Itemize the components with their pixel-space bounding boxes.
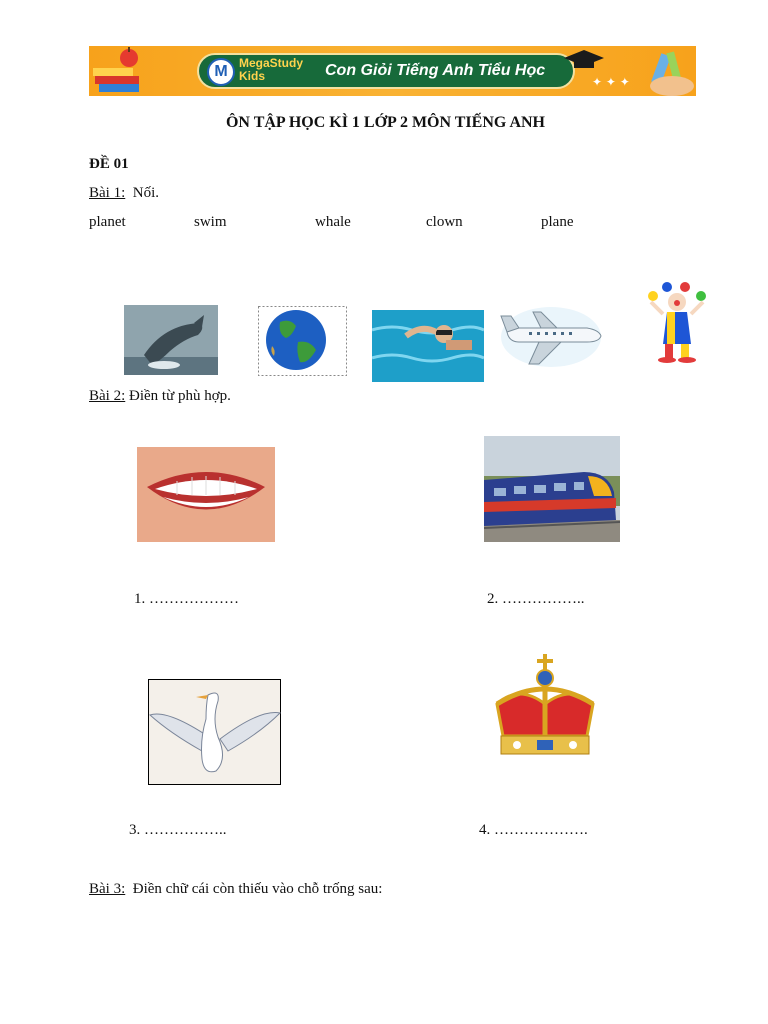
globe-picture [258,306,347,376]
page-title: ÔN TẬP HỌC KÌ 1 LỚP 2 MÔN TIẾNG ANH [225,114,545,131]
word-clown: clown [426,214,463,230]
graduation-cap-stars-icon [544,46,696,96]
exercise-2-heading [89,387,231,405]
train-picture [484,436,620,542]
header-banner [89,46,696,96]
clown-picture [643,282,711,364]
blank-4[interactable]: 4. ………………. [479,822,588,838]
exercise-3-instruction: Điền chữ cái còn thiếu vào chỗ trống sau: [132,881,383,897]
blank-1[interactable]: 1. ……………… [134,591,239,607]
word-whale: whale [315,214,351,230]
exercise-1-label: Bài 1: [89,185,126,201]
banner-brand: MegaStudy Kids [239,56,304,83]
exercise-2-instruction: Điền từ phù hợp. [129,388,231,404]
books-apple-icon [89,46,149,96]
banner-pill [197,53,575,89]
svg-text:✦ ✦ ✦: ✦ ✦ ✦ [592,75,630,89]
airplane-picture [499,302,603,372]
word-swim: swim [194,214,227,230]
blank-2[interactable]: 2. …………….. [487,591,585,607]
exercise-1-instruction: Nối. [132,185,159,201]
megastudy-logo-icon: M [207,58,235,86]
whale-picture [124,305,218,375]
exercise-1-heading [89,184,159,202]
exam-number: ĐỀ 01 [89,156,129,172]
word-plane: plane [541,214,574,230]
exercise-3-label: Bài 3: [89,881,126,897]
crown-picture [489,654,601,758]
swimmer-picture [372,310,484,382]
exercise-2-label: Bài 2: [89,388,126,404]
exercise-3-heading [89,880,382,898]
smile-teeth-picture [137,447,275,542]
blank-3[interactable]: 3. …………….. [129,822,227,838]
swan-picture [148,679,281,785]
word-planet: planet [89,214,126,230]
banner-slogan: Con Giỏi Tiếng Anh Tiểu Học [325,62,546,79]
